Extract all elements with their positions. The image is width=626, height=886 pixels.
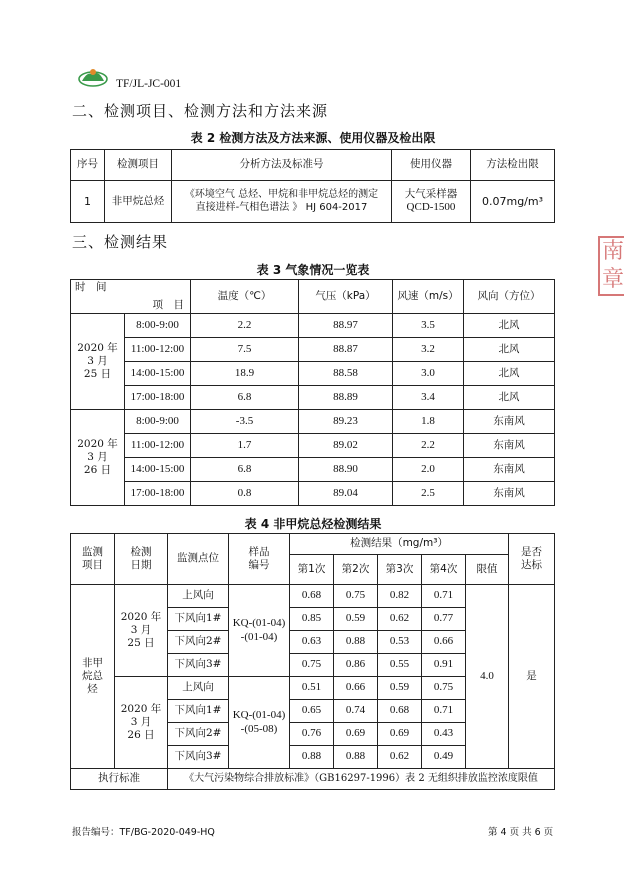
col-header-sample-l1: 样品 <box>248 545 270 558</box>
direction-cell: 北风 <box>464 338 555 362</box>
document-code: TF/JL-JC-001 <box>116 78 182 90</box>
value-cell: 0.91 <box>422 654 466 677</box>
time-cell: 8:00-9:00 <box>125 410 191 434</box>
col-header-run-3: 第3次 <box>378 555 422 585</box>
point-cell: 下风向1# <box>168 700 229 723</box>
table-row <box>71 482 555 506</box>
point-cell: 下风向3# <box>168 746 229 769</box>
value-cell: 0.55 <box>378 654 422 677</box>
col-header-method: 分析方法及标准号 <box>172 150 392 181</box>
item-cell <box>71 585 115 769</box>
col-header-date-l1: 检测 <box>130 545 152 558</box>
col-header-ok-l2: 达标 <box>521 559 543 571</box>
date-line: 2020 年 <box>77 341 118 354</box>
table-3-caption: 表 3 气象情况一览表 <box>256 263 370 277</box>
value-cell: 0.88 <box>334 746 378 769</box>
speed-cell: 2.2 <box>393 434 464 458</box>
item-line: 非甲 <box>82 656 103 669</box>
value-cell: 0.62 <box>378 746 422 769</box>
direction-cell: 东南风 <box>464 410 555 434</box>
pressure-cell: 88.87 <box>299 338 393 362</box>
time-cell: 17:00-18:00 <box>125 482 191 506</box>
value-cell: 0.65 <box>290 700 334 723</box>
col-header-item: 检测项目 <box>105 150 172 181</box>
point-cell: 下风向2# <box>168 631 229 654</box>
col-header-speed: 风速（m/s） <box>393 280 464 314</box>
table-row <box>71 181 555 223</box>
value-cell: 0.76 <box>290 723 334 746</box>
table-row <box>71 362 555 386</box>
col-header-run-2: 第2次 <box>334 555 378 585</box>
speed-cell: 1.8 <box>393 410 464 434</box>
sample-line: KQ-(01-04) <box>232 616 286 629</box>
col-header-run-4: 第4次 <box>422 555 466 585</box>
value-cell: 0.68 <box>290 585 334 608</box>
col-header-sample-l2: 编号 <box>248 559 270 571</box>
row-instrument-line1: 大气采样器 <box>404 188 458 201</box>
row-method-line1: 《环境空气 总烃、甲烷和非甲烷总烃的测定 <box>184 189 379 200</box>
report-number: 报告编号：TF/BG-2020-049-HQ <box>72 827 215 838</box>
table-row <box>71 314 555 338</box>
col-header-sample <box>229 534 290 585</box>
direction-cell: 北风 <box>464 362 555 386</box>
col-header-limit: 限值 <box>466 555 509 585</box>
value-cell: 0.86 <box>334 654 378 677</box>
row-limit: 0.07mg/m³ <box>471 181 555 223</box>
date-line: 25 日 <box>127 637 155 650</box>
value-cell: 0.62 <box>378 608 422 631</box>
speed-cell: 3.4 <box>393 386 464 410</box>
date-line: 3 月 <box>87 354 108 367</box>
item-line: 烃 <box>87 683 98 696</box>
date-cell <box>115 585 168 677</box>
pressure-cell: 88.89 <box>299 386 393 410</box>
standard-label: 执行标准 <box>71 769 168 790</box>
col-header-ok-l1: 是否 <box>521 545 543 558</box>
direction-cell: 东南风 <box>464 482 555 506</box>
temp-cell: 18.9 <box>191 362 299 386</box>
date-line: 2020 年 <box>120 702 162 715</box>
value-cell: 0.53 <box>378 631 422 654</box>
date-line: 3 月 <box>130 715 152 728</box>
value-cell: 0.85 <box>290 608 334 631</box>
date-line: 2020 年 <box>77 437 118 450</box>
seal-stamp-text: 南章 <box>598 236 624 296</box>
value-cell: 0.77 <box>422 608 466 631</box>
temp-cell: -3.5 <box>191 410 299 434</box>
method-table <box>70 149 555 223</box>
date-cell <box>71 410 125 506</box>
weather-table <box>70 279 555 506</box>
value-cell: 0.63 <box>290 631 334 654</box>
col-header-result: 检测结果（mg/m³） <box>290 534 509 555</box>
item-line: 烷总 <box>82 669 103 682</box>
col-header-item <box>71 534 115 585</box>
date-line: 2020 年 <box>120 610 162 623</box>
date-cell <box>115 677 168 769</box>
temp-cell: 6.8 <box>191 458 299 482</box>
time-cell: 14:00-15:00 <box>125 458 191 482</box>
value-cell: 0.43 <box>422 723 466 746</box>
value-cell: 0.71 <box>422 585 466 608</box>
temp-cell: 2.2 <box>191 314 299 338</box>
col-header-temp: 温度（℃） <box>191 280 299 314</box>
date-line: 25 日 <box>83 368 112 381</box>
sample-line: -(01-04) <box>240 630 278 643</box>
value-cell: 0.59 <box>378 677 422 700</box>
table-2-caption: 表 2 检测方法及方法来源、使用仪器及检出限 <box>190 131 436 145</box>
col-header-index: 序号 <box>71 150 105 181</box>
value-cell: 0.66 <box>422 631 466 654</box>
point-cell: 下风向2# <box>168 723 229 746</box>
time-cell: 14:00-15:00 <box>125 362 191 386</box>
value-cell: 0.82 <box>378 585 422 608</box>
seal-stamp <box>598 236 624 296</box>
pressure-cell: 88.97 <box>299 314 393 338</box>
row-method <box>172 181 392 223</box>
ok-cell: 是 <box>509 585 555 769</box>
temp-cell: 6.8 <box>191 386 299 410</box>
col-header-date <box>115 534 168 585</box>
standard-text: 《大气污染物综合排放标准》（GB16297-1996）表 2 无组织排放监控浓度限值 <box>168 769 555 790</box>
value-cell: 0.88 <box>290 746 334 769</box>
time-cell: 11:00-12:00 <box>125 434 191 458</box>
direction-cell: 东南风 <box>464 458 555 482</box>
section-2-title: 二、检测项目、检测方法和方法来源 <box>72 102 329 120</box>
point-cell: 上风向 <box>168 677 229 700</box>
value-cell: 0.74 <box>334 700 378 723</box>
value-cell: 0.68 <box>378 700 422 723</box>
table-row <box>71 338 555 362</box>
time-cell: 11:00-12:00 <box>125 338 191 362</box>
table-row <box>71 458 555 482</box>
row-method-line2: 直接进样-气相色谱法 》 HJ 604-2017 <box>195 201 368 213</box>
col-header-run-1: 第1次 <box>290 555 334 585</box>
value-cell: 0.75 <box>290 654 334 677</box>
speed-cell: 2.5 <box>393 482 464 506</box>
company-logo-icon <box>78 66 108 88</box>
col-header-ok <box>509 534 555 585</box>
date-cell <box>71 314 125 410</box>
time-cell: 8:00-9:00 <box>125 314 191 338</box>
value-cell: 0.66 <box>334 677 378 700</box>
direction-cell: 北风 <box>464 314 555 338</box>
value-cell: 0.69 <box>334 723 378 746</box>
sample-line: KQ-(01-04) <box>232 708 286 721</box>
sample-cell <box>229 677 290 769</box>
sample-cell <box>229 585 290 677</box>
page-number: 第 4 页 共 6 页 <box>488 827 554 838</box>
value-cell: 0.88 <box>334 631 378 654</box>
col-header-item-l1: 监测 <box>82 545 103 558</box>
table-4-caption: 表 4 非甲烷总烃检测结果 <box>244 517 382 531</box>
point-cell: 上风向 <box>168 585 229 608</box>
date-line: 26 日 <box>127 729 155 742</box>
pressure-cell: 88.90 <box>299 458 393 482</box>
row-item: 非甲烷总烃 <box>105 181 172 223</box>
speed-cell: 2.0 <box>393 458 464 482</box>
col-header-instrument: 使用仪器 <box>392 150 471 181</box>
speed-cell: 3.0 <box>393 362 464 386</box>
pressure-cell: 89.02 <box>299 434 393 458</box>
pressure-cell: 88.58 <box>299 362 393 386</box>
table-row <box>71 386 555 410</box>
nmhc-result-table <box>70 533 555 790</box>
col-header-item-l2: 项目 <box>82 559 103 571</box>
point-cell: 下风向3# <box>168 654 229 677</box>
pressure-cell: 89.23 <box>299 410 393 434</box>
value-cell: 0.51 <box>290 677 334 700</box>
table-row <box>71 434 555 458</box>
direction-cell: 东南风 <box>464 434 555 458</box>
corner-header-item: 项 目 <box>152 298 184 311</box>
value-cell: 0.69 <box>378 723 422 746</box>
date-line: 26 日 <box>83 464 112 477</box>
col-header-pressure: 气压（kPa） <box>299 280 393 314</box>
direction-cell: 北风 <box>464 386 555 410</box>
temp-cell: 1.7 <box>191 434 299 458</box>
value-cell: 0.49 <box>422 746 466 769</box>
value-cell: 0.71 <box>422 700 466 723</box>
time-cell: 17:00-18:00 <box>125 386 191 410</box>
value-cell: 0.75 <box>334 585 378 608</box>
value-cell: 0.75 <box>422 677 466 700</box>
corner-header-time: 时 间 <box>75 281 107 294</box>
row-instrument-line2: QCD-1500 <box>406 201 456 214</box>
sample-line: -(05-08) <box>240 722 278 735</box>
pressure-cell: 89.04 <box>299 482 393 506</box>
col-header-point: 监测点位 <box>168 534 229 585</box>
speed-cell: 3.5 <box>393 314 464 338</box>
point-cell: 下风向1# <box>168 608 229 631</box>
col-header-limit: 方法检出限 <box>471 150 555 181</box>
col-header-date-l2: 日期 <box>130 559 152 571</box>
section-3-title: 三、检测结果 <box>72 233 169 251</box>
speed-cell: 3.2 <box>393 338 464 362</box>
row-index: 1 <box>71 181 105 223</box>
corner-header <box>71 280 191 314</box>
temp-cell: 0.8 <box>191 482 299 506</box>
table-row <box>71 585 555 608</box>
row-instrument <box>392 181 471 223</box>
temp-cell: 7.5 <box>191 338 299 362</box>
date-line: 3 月 <box>130 623 152 636</box>
date-line: 3 月 <box>87 450 108 463</box>
limit-cell: 4.0 <box>466 585 509 769</box>
table-row <box>71 410 555 434</box>
value-cell: 0.59 <box>334 608 378 631</box>
col-header-direction: 风向（方位） <box>464 280 555 314</box>
